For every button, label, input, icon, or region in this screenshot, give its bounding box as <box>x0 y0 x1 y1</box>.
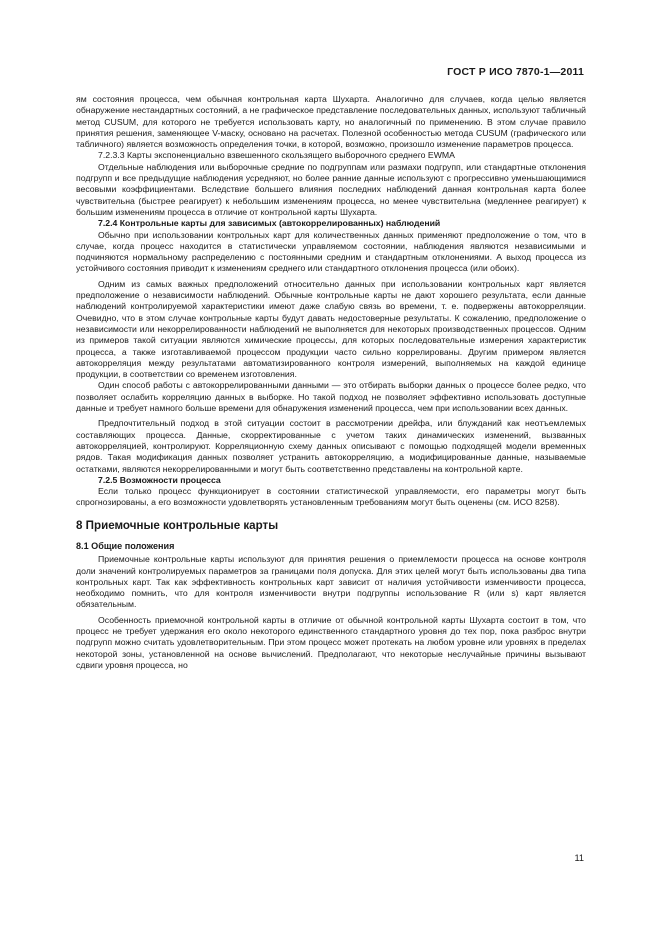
heading-section-8: 8 Приемочные контрольные карты <box>76 518 279 532</box>
heading-7-2-5: 7.2.5 Возможности процесса <box>98 474 221 485</box>
paragraph-preferred-approach: Предпочтительный подход в этой ситуации состоит в рассмотрении дрейфа, или блужданий как неотъемлемых составляющих процесса. Данные, скорректированные с учетом таких динамических изменений, вызванных автокорреляцией, контролируют. Корреляционную схему данных описывают с помощью подходящей модели временных рядов. Такая модификация данных позволяет устранить автокорреляцию, а модифицированные данные, называемые остатками, являются некоррелированными и могут быть соответственно представлены на контрольной карте. <box>76 418 586 474</box>
paragraph-ewma: Отдельные наблюдения или выборочные средние по подгруппам или размахи подгрупп, или стандартные отклонения подгрупп и все предыдущие наблюдения усредняют, но более ранние данные используют с прогрессивно уменьшающимися весовыми коэффициентами. Вследствие большего влияния последних наблюдений данная контрольная карта более чувствительна (быстрее реагирует) к небольшим изменениям процесса, но менее чувствительна (медленнее реагирует) к большим изменениям процесса в отличие от контрольной карты Шухарта. <box>76 161 586 217</box>
heading-7-2-4: 7.2.4 Контрольные карты для зависимых (автокоррелированных) наблюдений <box>98 218 441 229</box>
paragraph-sampling: Один способ работы с автокоррелированными данными — это отбирать выборки данных о процессе более редко, что позволяет ослабить корреляцию данных в выборке. Но такой подход не позволяет эффективно использовать доступные данные и требует намного больше времени для обнаружения изменений процесса, чем при использовании всех данных. <box>76 380 586 414</box>
document-header: ГОСТ Р ИСО 7870-1—2011 <box>447 66 584 78</box>
paragraph-assumptions: Обычно при использовании контрольных карт для количественных данных применяют предположение о том, что в случае, когда процесс находится в статистически управляемом состоянии, наблюдения являются независимыми и подчиняются нормальному распределению с постоянными средним и стандартным отклонениями. А выход процесса из устойчивого состояния приводит к изменениям среднего или стандартного отклонения процесса (или обоих). <box>76 229 586 274</box>
heading-7-2-3-3: 7.2.3.3 Карты экспоненциально взвешенного скользящего выборочного среднего EWMA <box>98 150 455 161</box>
page-number: 11 <box>574 853 584 863</box>
paragraph-independence: Одним из самых важных предположений относительно данных при использовании контрольных карт является предположение о независимости наблюдений. Обычные контрольные карты не дают хорошего результата, если данные наблюдений контролируемой характеристики имеют даже слабую связь во времени, т. е. подвержены автокорреляции. Очевидно, что в этом случае контрольные карты будут давать недостоверные результаты. К сожалению, предположение о независимости или некоррелированности наблюдений не выполняется для некоторых производственных процессов. Одним из примеров такой ситуации являются химические процессы, для которых последовательные измерения характеристик процесса, а также изготавливаемой процессом продукции часто сильно коррелированы. Другим примером является автокорреляция между результатами автоматизированного контроля измерений, выполняемых на каждой единице продукции, в соответствии со временем изготовления. <box>76 278 586 380</box>
paragraph-capability: Если только процесс функционирует в состоянии статистической управляемости, его параметры могут быть спрогнозированы, а его возможности удовлетворять установленным требованиям могут быть оценены (см. ИСО 8258). <box>76 486 586 508</box>
paragraph-acceptance-feature: Особенность приемочной контрольной карты в отличие от обычной контрольной карты Шухарта состоит в том, что процесс не требует удержания его около некоторого единственного стандартного уровня до тех пор, пока разброс внутри подгрупп можно считать удовлетворительным. При этом процесс может протекать на любом уровне или уровнях в пределах некоторой зоны, установленной на основе вычислений. Предполагают, что некоторые неслучайные причины вызывают сдвиги уровня процесса, но <box>76 614 586 670</box>
paragraph-cusum-continued: ям состояния процесса, чем обычная контрольная карта Шухарта. Аналогично для случаев, когда целью является обнаружение нестандартных состояний, а не графическое представление последовательных данных, используют табличный метод CUSUM, для которого не требуется использовать карту, но аналогичный по применению. В этом случае правило принятия решения, заменяющее V-маску, основано на расчетах. Полезной особенностью метода CUSUM (графического или табличного) является возможность определения точки, в которой, возможно, произошло изменение параметров процесса. <box>76 94 586 150</box>
page-body <box>76 94 586 671</box>
paragraph-acceptance-charts: Приемочные контрольные карты используют для принятия решения о приемлемости процесса на основе контроля доли значений контролируемых параметров за границами поля допуска. Для этих целей могут быть использованы два типа контрольных карт. Так как эффективность контрольных карт зависит от наличия устойчивости изменчивости процесса, необходимо помнить, что для контроля изменчивости внутри подгруппы использование R (или s) карт является обязательным. <box>76 554 586 610</box>
heading-8-1: 8.1 Общие положения <box>76 540 175 551</box>
